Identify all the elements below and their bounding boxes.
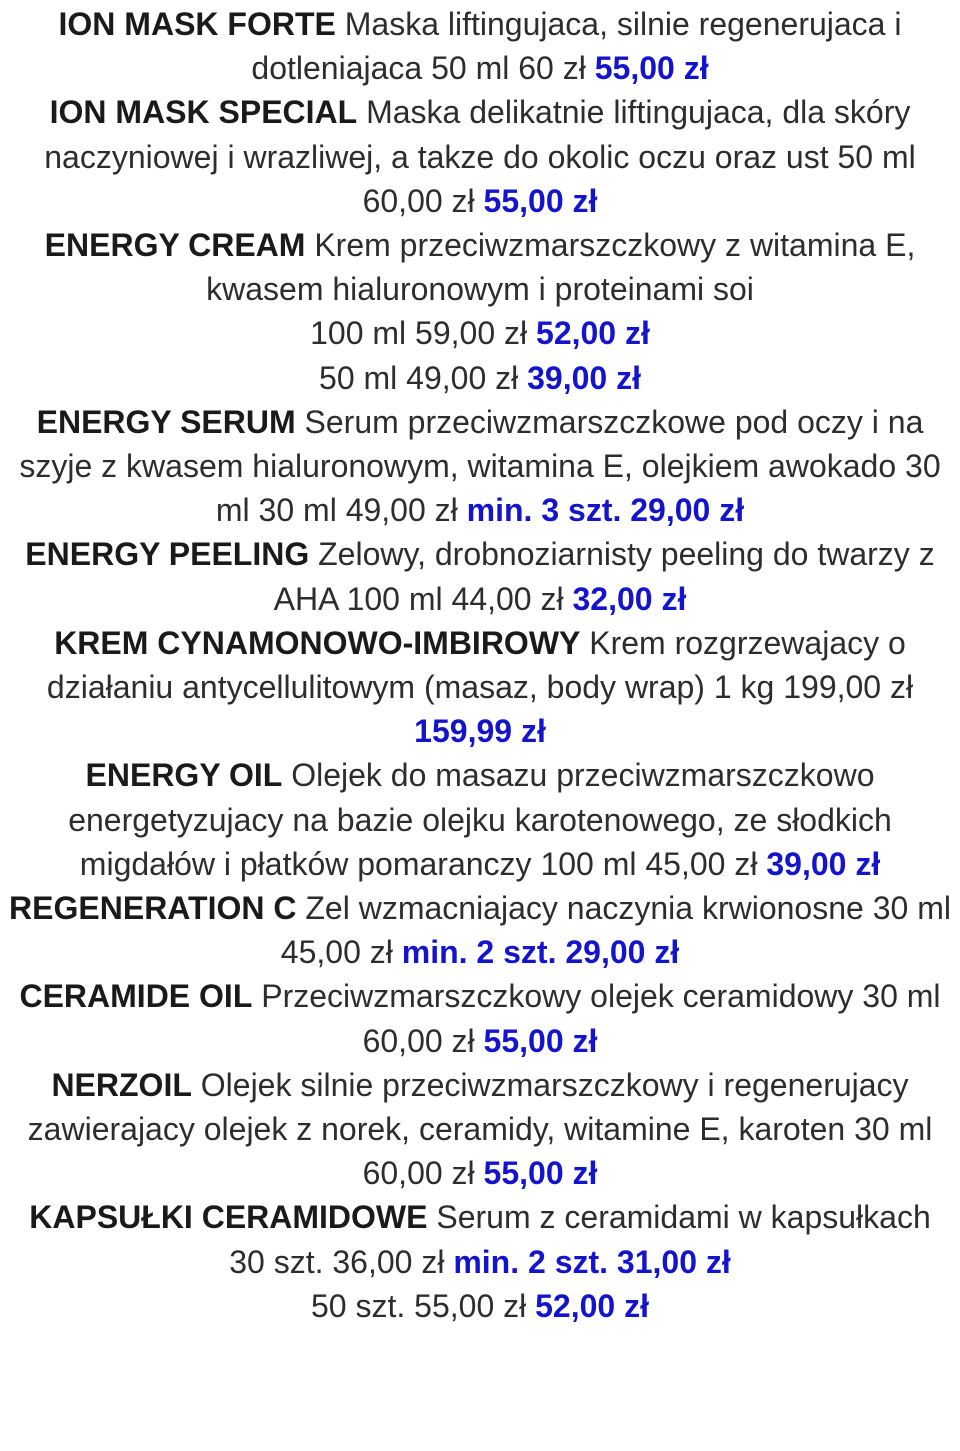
product-entry — [4, 2, 956, 90]
promo-price: 55,00 zł — [594, 50, 709, 87]
product-name: NERZOIL — [51, 1066, 192, 1103]
variant-size-price: 50 szt. 55,00 zł — [311, 1287, 527, 1324]
promo-price: min. 3 szt. 29,00 zł — [466, 492, 745, 529]
variant-line — [4, 1240, 956, 1284]
product-description: Olejek do masazu przeciwzmarszczkowo energetyzujacy na bazie olejku karotenowego, ze słodkich migdałów i płatków pomaranczy 100 ml 45,00 zł — [68, 757, 892, 882]
product-description: Serum przeciwzmarszczkowe pod oczy i na szyje z kwasem hialuronowym, witamina E, olejkiem awokado 30 ml 30 ml 49,00 zł — [19, 403, 941, 529]
product-name: REGENERATION C — [9, 890, 297, 927]
variant-line — [4, 356, 956, 400]
promo-price: 55,00 zł — [483, 1155, 598, 1192]
product-name: KAPSUŁKI CERAMIDOWE — [29, 1199, 428, 1236]
product-entry — [4, 223, 956, 400]
product-heading — [4, 223, 956, 311]
product-description: Zelowy, drobnoziarnisty peeling do twarzy z AHA 100 ml 44,00 zł — [273, 536, 935, 617]
product-entry — [4, 974, 956, 1062]
variant-size-price: 30 szt. 36,00 zł — [229, 1243, 445, 1280]
promo-price: 39,00 zł — [527, 359, 641, 396]
product-entry — [4, 1063, 956, 1196]
promo-price: 55,00 zł — [483, 182, 598, 219]
variant-line — [4, 311, 956, 355]
product-description: Maska liftingujaca, silnie regenerujaca i dotleniajaca 50 ml 60 zł — [251, 6, 902, 87]
promo-price: 39,00 zł — [766, 845, 881, 882]
product-entry — [4, 753, 956, 886]
promo-price: 32,00 zł — [572, 580, 687, 617]
product-entry — [4, 400, 956, 533]
product-description: Maska delikatnie liftingujaca, dla skóry naczyniowej i wrazliwej, a takze do okolic oczu oraz ust 50 ml 60,00 zł — [44, 94, 916, 219]
promo-price: 55,00 zł — [483, 1022, 598, 1059]
product-entry — [4, 532, 956, 620]
product-description: Olejek silnie przeciwzmarszczkowy i regenerujacy zawierajacy olejek z norek, ceramidy, witamine E, karoten 30 ml 60,00 zł — [27, 1066, 933, 1192]
product-name: ENERGY OIL — [85, 757, 283, 794]
variant-line — [4, 1284, 956, 1328]
product-heading — [4, 1195, 956, 1239]
promo-price: min. 2 szt. 31,00 zł — [453, 1243, 731, 1280]
product-name: ION MASK FORTE — [58, 6, 336, 42]
product-description: Przeciwzmarszczkowy olejek ceramidowy 30 ml 60,00 zł — [261, 978, 941, 1059]
product-entry — [4, 886, 956, 974]
product-name: ENERGY CREAM — [44, 227, 306, 264]
product-description: Serum z ceramidami w kapsułkach — [436, 1199, 931, 1236]
promo-price: 159,99 zł — [414, 713, 546, 750]
product-name: ENERGY PEELING — [25, 536, 310, 573]
product-name: ENERGY SERUM — [36, 403, 296, 440]
product-entry — [4, 621, 956, 754]
product-entry — [4, 1195, 956, 1328]
product-description: Krem rozgrzewajacy o działaniu antycellulitowym (masaz, body wrap) 1 kg 199,00 zł — [46, 624, 914, 706]
product-description: Krem przeciwzmarszczkowy z witamina E, kwasem hialuronowym i proteinami soi — [206, 227, 916, 308]
promo-price: 52,00 zł — [535, 1287, 649, 1324]
product-entry — [4, 90, 956, 223]
variant-size-price: 100 ml 59,00 zł — [310, 315, 528, 352]
promo-price: min. 2 szt. 29,00 zł — [401, 934, 680, 971]
product-description: Zel wzmacniajacy naczynia krwionosne 30 ml 45,00 zł — [280, 890, 951, 971]
product-name: KREM CYNAMONOWO-IMBIROWY — [54, 624, 581, 661]
variant-size-price: 50 ml 49,00 zł — [319, 359, 519, 396]
product-name: ION MASK SPECIAL — [49, 94, 358, 131]
promo-price: 52,00 zł — [536, 315, 650, 352]
product-name: CERAMIDE OIL — [19, 978, 253, 1015]
